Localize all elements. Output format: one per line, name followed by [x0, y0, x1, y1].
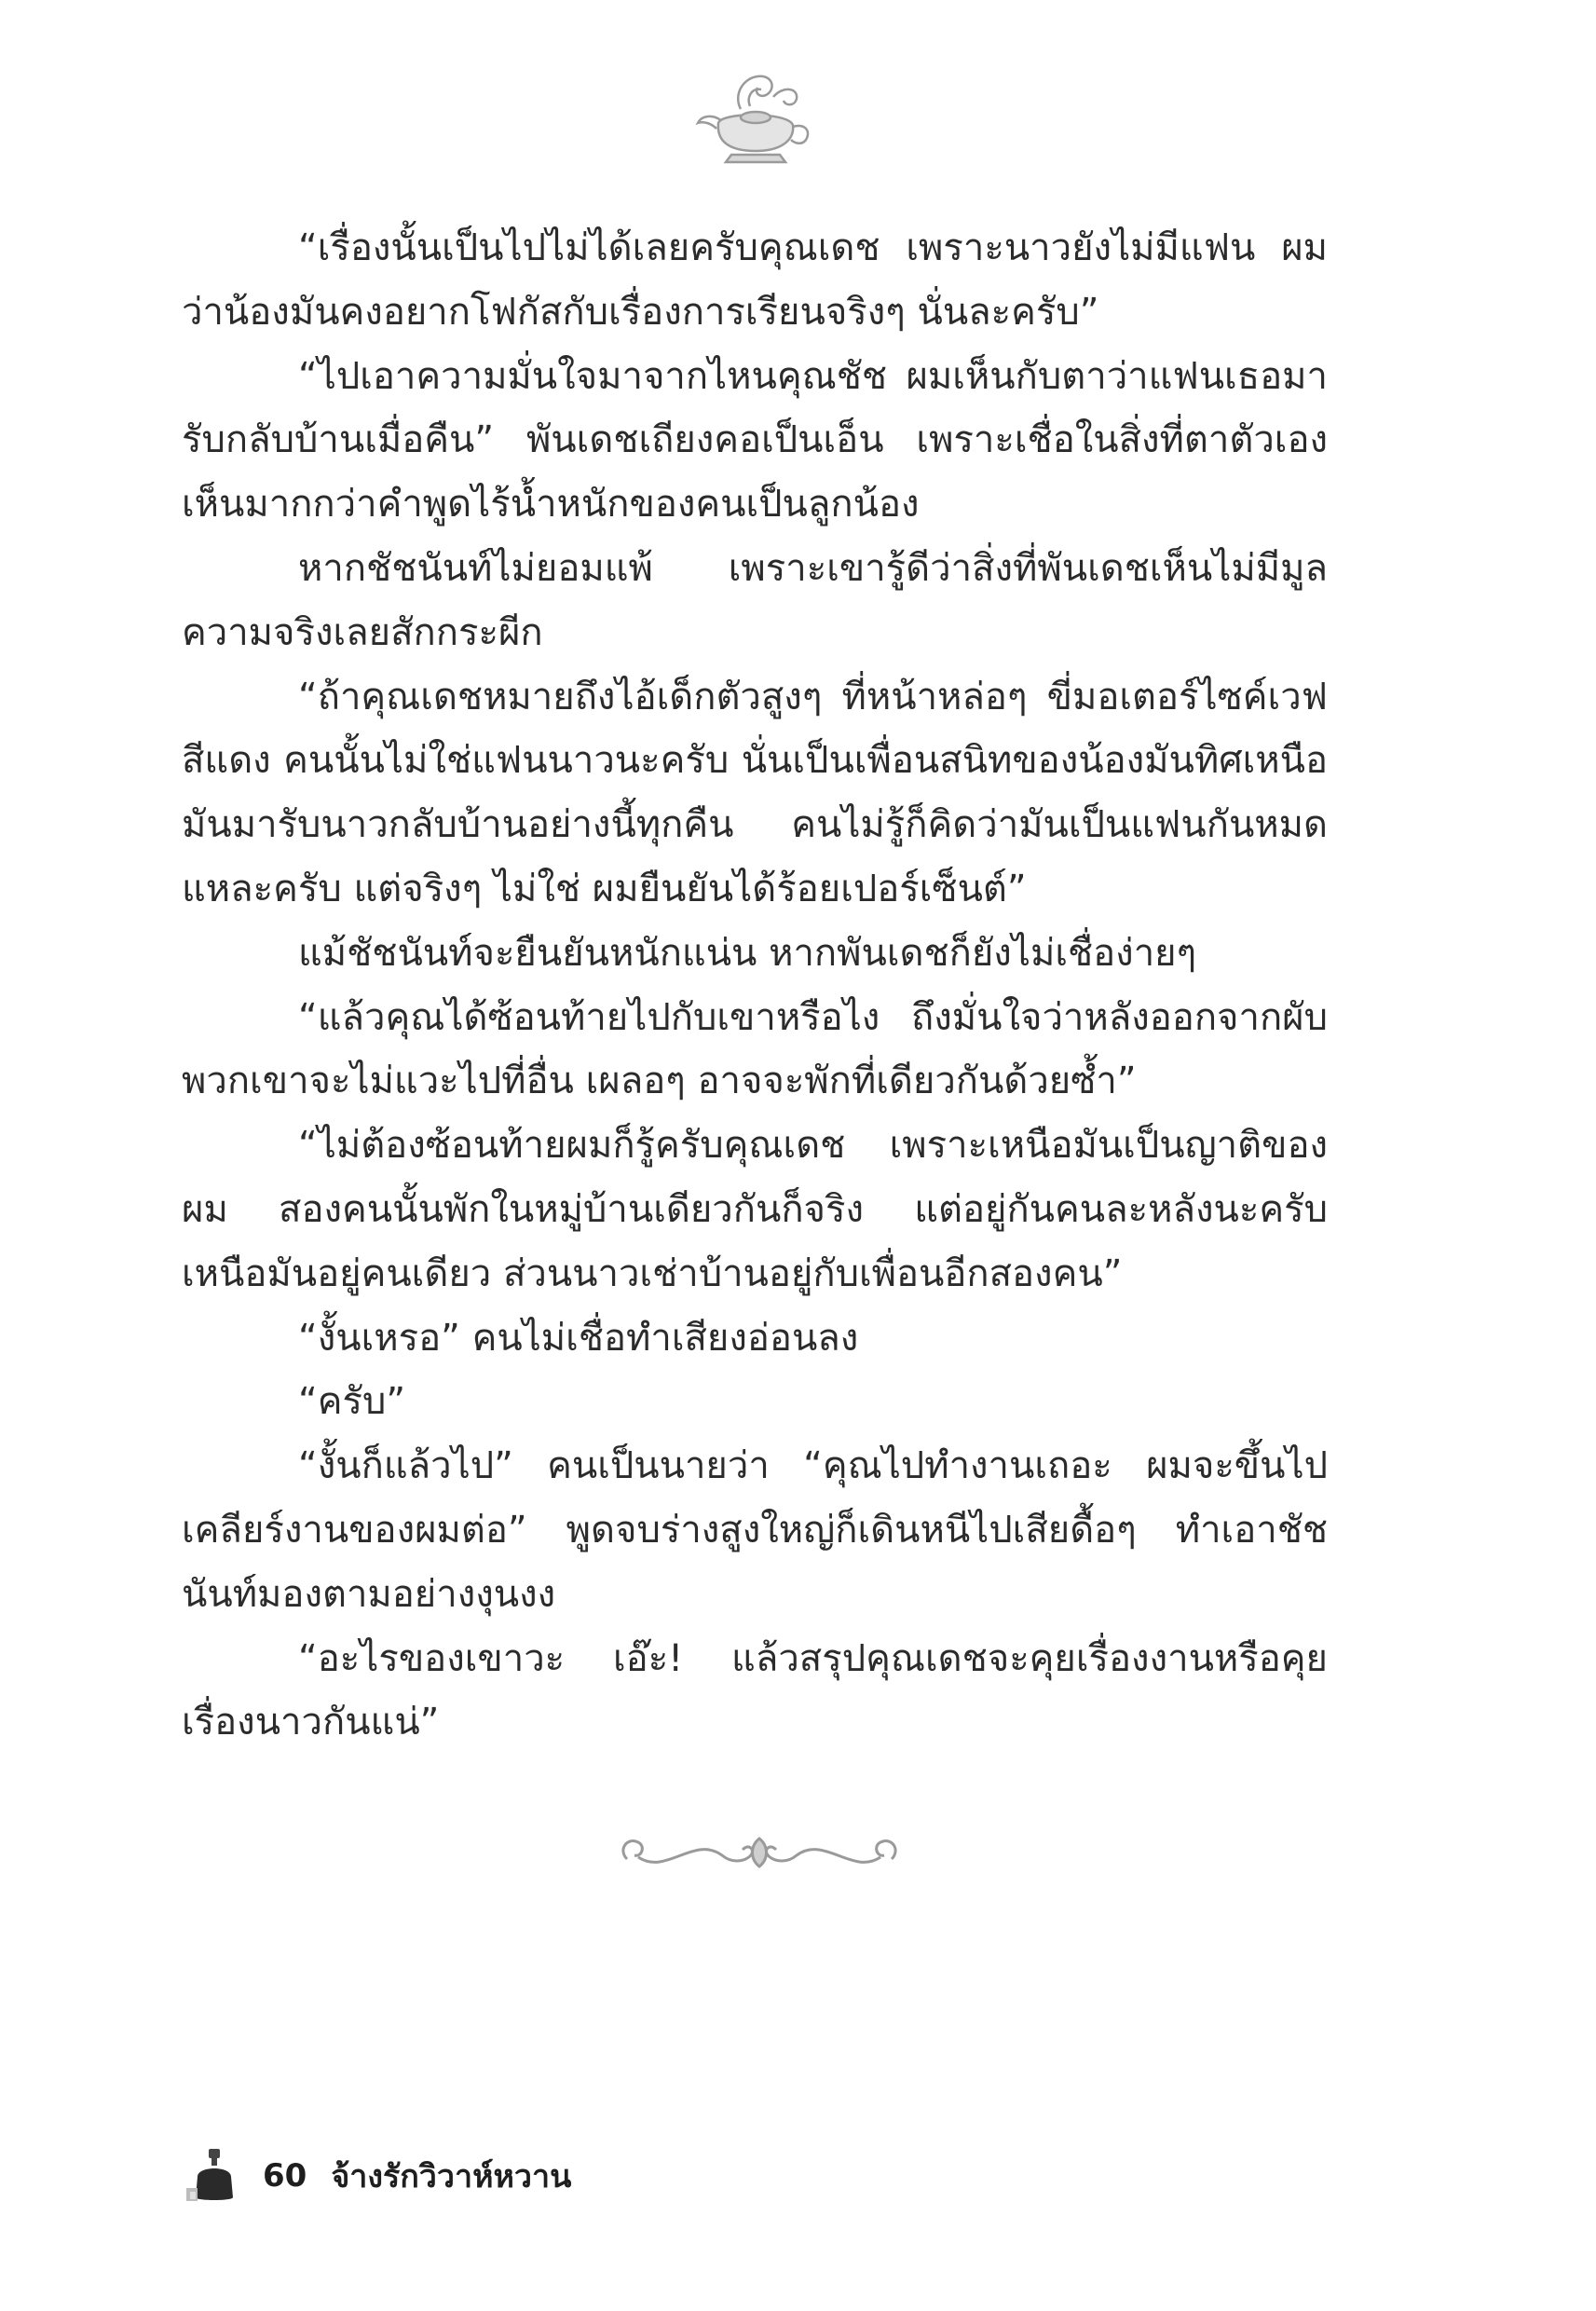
- scroll-divider-icon: [610, 1822, 908, 1887]
- paragraph: “แล้วคุณได้ซ้อนท้ายไปกับเขาหรือไง ถึงมั่นใจว่าหลังออกจากผับพวกเขาจะไม่แวะไปที่อื่น เผลอๆ อาจจะพักที่เดียวกันด้วยซ้ำ”: [182, 995, 1328, 1103]
- paragraph: “งั้นเหรอ” คนไม่เชื่อทำเสียงอ่อนลง: [298, 1316, 859, 1360]
- page-number: 60: [263, 2157, 307, 2195]
- paragraph: “อะไรของเขาวะ เอ๊ะ! แล้วสรุปคุณเดชจะคุยเรื่องงานหรือคุยเรื่องนาวกันแน่”: [182, 1636, 1328, 1744]
- paragraph: “ไปเอาความมั่นใจมาจากไหนคุณชัช ผมเห็นกับตาว่าแฟนเธอมารับกลับบ้านเมื่อคืน” พันเดชเถียงคอเป็นเอ็น เพราะเชื่อในสิ่งที่ตาตัวเองเห็นมากกว่าคำพูดไร้น้ำหนักของคนเป็นลูกน้อง: [182, 354, 1328, 526]
- teapot-ornament-icon: [685, 58, 825, 174]
- page-footer: [186, 2143, 571, 2208]
- paragraph: “ไม่ต้องซ้อนท้ายผมก็รู้ครับคุณเดช เพราะเหนือมันเป็นญาติของผม สองคนนั้นพักในหมู่บ้านเดียวกันก็จริง แต่อยู่กันคนละหลังนะครับ เหนือมันอยู่คนเดียว ส่วนนาวเช่าบ้านอยู่กับเพื่อนอีกสองคน”: [182, 1124, 1328, 1295]
- paragraph: “ถ้าคุณเดชหมายถึงไอ้เด็กตัวสูงๆ ที่หน้าหล่อๆ ขี่มอเตอร์ไซค์เวฟสีแดง คนนั้นไม่ใช่แฟนนาวนะครับ นั่นเป็นเพื่อนสนิทของน้องมันทิศเหนือมันมารับนาวกลับบ้านอย่างนี้ทุกคืน คนไม่รู้ก็คิดว่ามันเป็นแฟนกันหมดแหละครับ แต่จริงๆ ไม่ใช่ ผมยืนยันได้ร้อยเปอร์เซ็นต์”: [182, 675, 1328, 910]
- paragraph: “งั้นก็แล้วไป” คนเป็นนายว่า “คุณไปทำงานเถอะ ผมจะขึ้นไปเคลียร์งานของผมต่อ” พูดจบร่างสูงใหญ่ก็เดินหนีไปเสียดื้อๆ ทำเอาชัชนันท์มองตามอย่างงุนงง: [182, 1444, 1328, 1616]
- book-title: จ้างรักวิวาห์หวาน: [331, 2158, 572, 2195]
- paragraph: “เรื่องนั้นเป็นไปไม่ได้เลยครับคุณเดช เพราะนาวยังไม่มีแฟน ผมว่าน้องมันคงอยากโฟกัสกับเรื่องการเรียนจริงๆ นั่นละครับ”: [182, 226, 1328, 334]
- body-text: [182, 216, 1328, 1755]
- perfume-bottle-icon: [186, 2147, 242, 2205]
- paragraph: แม้ชัชนันท์จะยืนยันหนักแน่น หากพันเดชก็ยังไม่เชื่อง่ายๆ: [298, 931, 1197, 975]
- paragraph: “ครับ”: [298, 1380, 406, 1424]
- paragraph: หากชัชนันท์ไม่ยอมแพ้ เพราะเขารู้ดีว่าสิ่งที่พันเดชเห็นไม่มีมูลความจริงเลยสักกระผีก: [182, 546, 1328, 654]
